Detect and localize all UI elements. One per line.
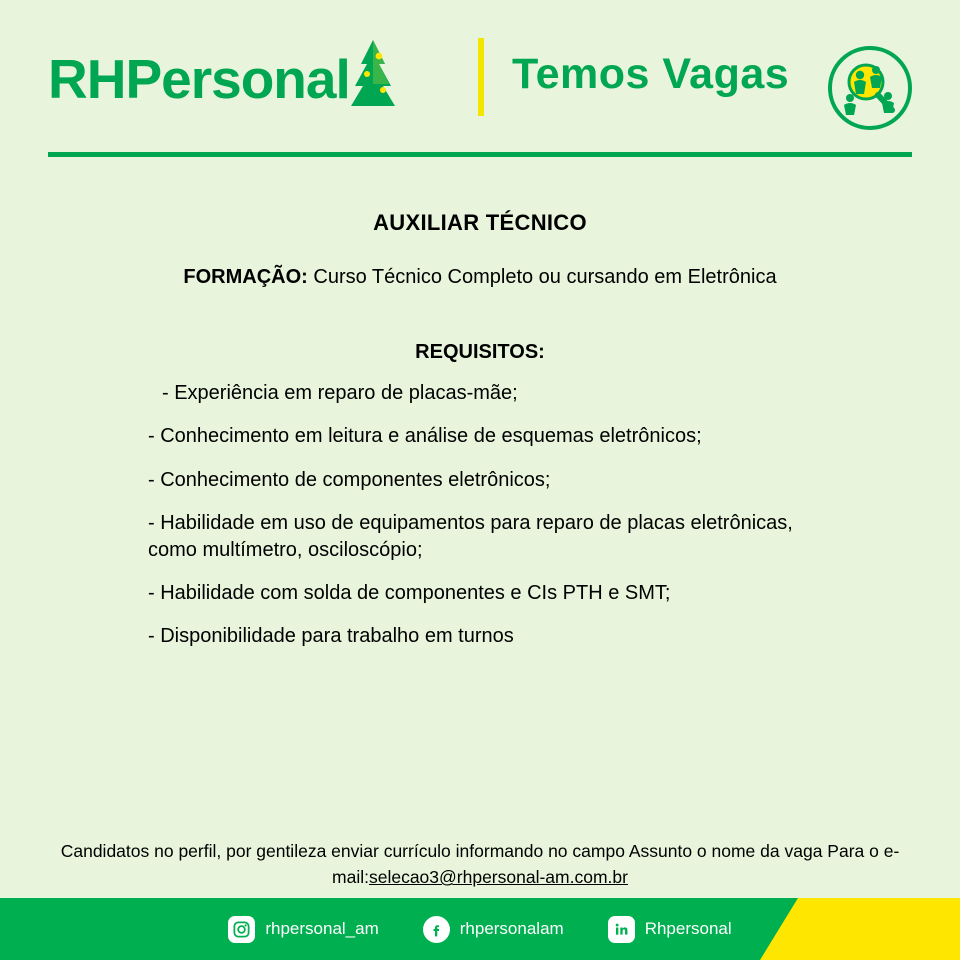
formacao-label: FORMAÇÃO:: [183, 266, 308, 288]
facebook-icon: [423, 916, 450, 943]
list-item: - Disponibilidade para trabalho em turnos: [148, 625, 514, 648]
formacao-line: [140, 266, 820, 289]
brand-name: RHPersonal: [48, 47, 350, 110]
social-handle: Rhpersonal: [644, 919, 732, 938]
header-divider: [478, 38, 484, 116]
pine-tree-icon: [345, 38, 401, 110]
header-rule: [48, 152, 912, 157]
poster-header: [0, 0, 960, 158]
job-title: AUXILIAR TÉCNICO: [373, 210, 587, 235]
application-note: [0, 838, 960, 891]
social-handle: rhpersonalam: [459, 919, 564, 938]
social-linkedin[interactable]: [608, 916, 732, 943]
magnifier-people-logo-icon: [828, 46, 912, 130]
social-facebook[interactable]: [423, 916, 564, 943]
requisitos-label: REQUISITOS:: [415, 341, 545, 363]
list-item: - Conhecimento de componentes eletrônicos;: [148, 468, 551, 491]
list-item: - Conhecimento em leitura e análise de esquemas eletrônicos;: [148, 425, 702, 448]
social-instagram[interactable]: [228, 916, 378, 943]
list-item: - Habilidade com solda de componentes e CIs PTH e SMT;: [148, 581, 671, 604]
list-item: - Habilidade em uso de equipamentos para reparo de placas eletrônicas, como multímetro, osciloscópio;: [148, 512, 793, 561]
brand-lockup: [48, 0, 350, 158]
list-item: - Experiência em reparo de placas-mãe;: [162, 382, 518, 404]
requisitos-list: [140, 380, 820, 650]
application-email-link[interactable]: selecao3@rhpersonal-am.com.br: [368, 867, 628, 888]
footer-yellow-accent: [760, 898, 960, 960]
application-note-text: Candidatos no perfil, por gentileza enviar currículo informando no campo Assunto o nome da vaga Para o e-mail:: [60, 841, 900, 888]
poster-footer: [0, 898, 960, 960]
linkedin-icon: [608, 916, 635, 943]
poster-content: [0, 158, 960, 650]
social-handle: rhpersonal_am: [265, 919, 379, 938]
instagram-icon: [228, 916, 255, 943]
header-tagline: Temos Vagas: [512, 50, 790, 98]
formacao-value: Curso Técnico Completo ou cursando em Eletrônica: [313, 266, 777, 288]
